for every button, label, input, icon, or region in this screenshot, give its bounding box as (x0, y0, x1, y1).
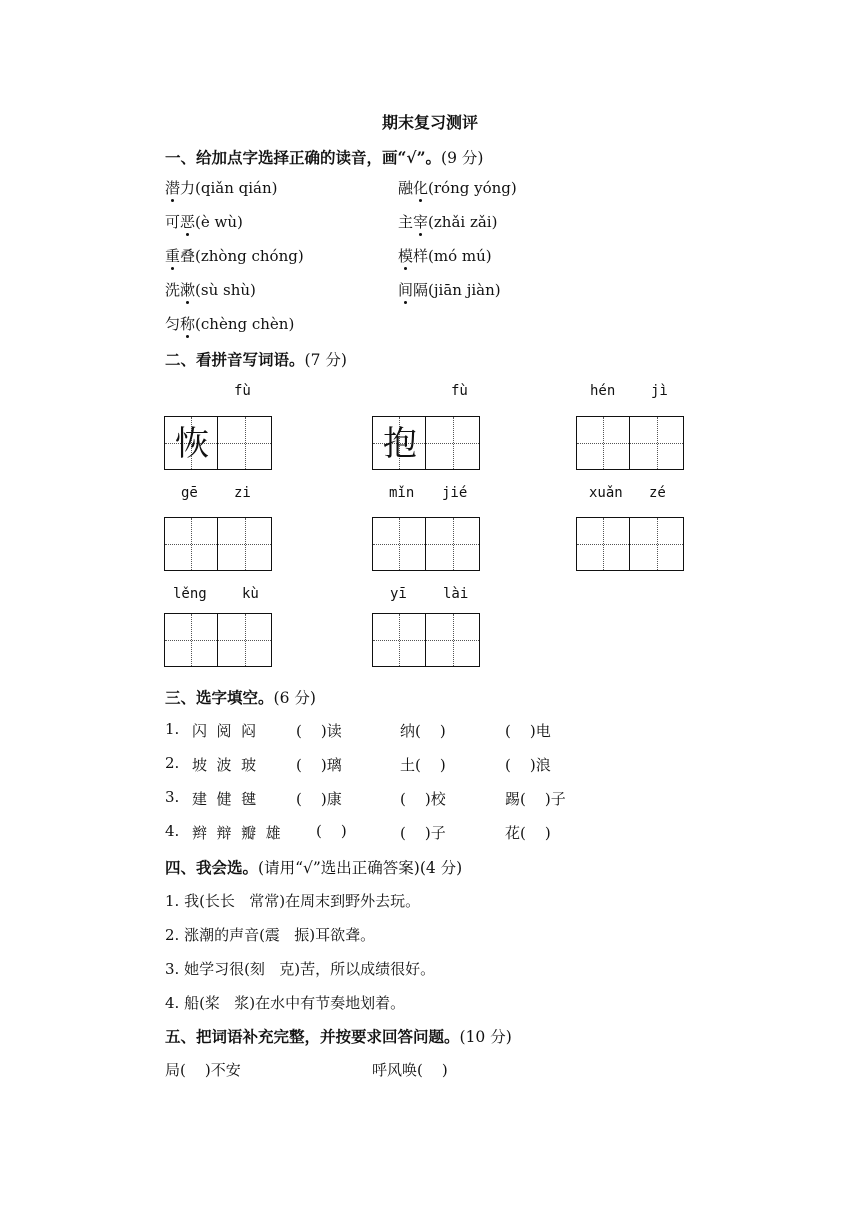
section-3-score: (6 分) (273, 689, 316, 707)
writing-cell[interactable] (630, 416, 684, 470)
section-5-title: 五、把词语补充完整，并按要求回答问题。 (165, 1027, 460, 1046)
section-5-heading (165, 1025, 512, 1047)
dotted-char: 化 (413, 179, 429, 197)
fill-blank[interactable]: ( )校 (400, 790, 446, 808)
tianzige-pair (164, 517, 272, 571)
writing-cell[interactable] (218, 613, 272, 667)
tianzige-pair (164, 416, 272, 470)
choice-sentence: 1. 我(长长 常常)在周末到野外去玩。 (165, 892, 421, 910)
tianzige-pair (576, 517, 684, 571)
pronunciation-item: 主宰(zhǎi zǎi) (398, 213, 498, 231)
pronunciation-item: 融化(róng yóng) (398, 179, 517, 197)
choice-row-chars: 坡 波 玻 (192, 756, 257, 774)
writing-cell[interactable] (164, 613, 218, 667)
fill-blank[interactable]: 花( ) (505, 824, 551, 842)
pronunciation-item: 匀称(chèng chèn) (165, 315, 295, 333)
given-char: 抱 (383, 424, 417, 464)
writing-cell[interactable] (576, 416, 630, 470)
writing-cell[interactable] (630, 517, 684, 571)
choice-row-number: 4. (165, 822, 180, 840)
section-3-title: 三、选字填空。 (165, 688, 274, 707)
dotted-char: 模 (398, 247, 414, 265)
pronunciation-item: 潜力(qiǎn qián) (165, 179, 278, 197)
writing-cell[interactable] (372, 613, 426, 667)
fill-blank[interactable]: 纳( ) (400, 722, 446, 740)
pinyin-label: jì (651, 383, 668, 399)
writing-cell[interactable] (372, 416, 426, 470)
tianzige-pair (164, 613, 272, 667)
writing-cell[interactable] (218, 517, 272, 571)
dotted-char: 潜 (165, 179, 181, 197)
given-char: 恢 (175, 424, 209, 464)
pinyin-label: lài (443, 586, 469, 602)
section-1-score: (9 分) (441, 149, 484, 167)
choice-row-chars: 闪 阅 闷 (192, 722, 257, 740)
section-2-heading (165, 348, 347, 370)
pinyin-label: fù (451, 383, 468, 399)
dotted-char: 称 (180, 315, 196, 333)
writing-cell[interactable] (426, 517, 480, 571)
pronunciation-item: 模样(mó mú) (398, 247, 492, 265)
writing-cell[interactable] (218, 416, 272, 470)
dotted-char: 漱 (180, 281, 196, 299)
pinyin-label: lěng (173, 586, 207, 602)
tianzige-pair (372, 517, 480, 571)
pronunciation-item: 可恶(è wù) (165, 213, 243, 231)
pinyin-label: kù (242, 586, 259, 602)
pinyin-label: jié (442, 485, 468, 501)
section-4-score: (请用“√”选出正确答案)(4 分) (258, 859, 463, 877)
writing-cell[interactable] (426, 613, 480, 667)
section-5-score: (10 分) (459, 1028, 512, 1046)
choice-row-chars: 建 健 毽 (192, 790, 257, 808)
writing-cell[interactable] (164, 416, 218, 470)
pinyin-label: hén (590, 383, 616, 399)
fill-blank[interactable]: 踢( )子 (505, 790, 566, 808)
dotted-char: 恶 (180, 213, 196, 231)
section-3-heading (165, 686, 316, 708)
fill-blank[interactable]: ( ) (316, 822, 347, 840)
fill-blank[interactable]: ( )璃 (296, 756, 342, 774)
idiom-fill[interactable]: 呼风唤( ) (372, 1061, 448, 1079)
choice-row-chars: 辫 辩 瓣 雄 (192, 824, 281, 842)
choice-row-number: 2. (165, 754, 180, 772)
fill-blank[interactable]: 土( ) (400, 756, 446, 774)
tianzige-pair (372, 613, 480, 667)
choice-sentence: 3. 她学习很(刻 克)苦，所以成绩很好。 (165, 960, 436, 978)
writing-cell[interactable] (372, 517, 426, 571)
pronunciation-item: 重叠(zhòng chóng) (165, 247, 304, 265)
fill-blank[interactable]: ( )读 (296, 722, 342, 740)
choice-row-number: 3. (165, 788, 180, 806)
writing-cell[interactable] (164, 517, 218, 571)
pinyin-label: fù (234, 383, 251, 399)
pinyin-label: gē (181, 485, 198, 501)
tianzige-pair (576, 416, 684, 470)
pinyin-label: yī (390, 586, 407, 602)
page-title: 期末复习测评 (381, 113, 478, 132)
tianzige-pair (372, 416, 480, 470)
pronunciation-item: 洗漱(sù shù) (165, 281, 256, 299)
section-2-title: 二、看拼音写词语。 (165, 350, 305, 369)
choice-sentence: 2. 涨潮的声音(震 振)耳欲聋。 (165, 926, 376, 944)
pinyin-label: zi (234, 485, 251, 501)
writing-cell[interactable] (576, 517, 630, 571)
pinyin-label: mǐn (389, 485, 415, 501)
section-4-title: 四、我会选。 (165, 858, 259, 877)
pronunciation-item: 间隔(jiān jiàn) (398, 281, 501, 299)
section-1-title: 一、给加点字选择正确的读音，画“√”。 (165, 148, 442, 167)
idiom-fill[interactable]: 局( )不安 (165, 1061, 241, 1079)
dotted-char: 重 (165, 247, 181, 265)
dotted-char: 间 (398, 281, 414, 299)
fill-blank[interactable]: ( )康 (296, 790, 342, 808)
section-2-score: (7 分) (304, 351, 347, 369)
fill-blank[interactable]: ( )电 (505, 722, 551, 740)
choice-row-number: 1. (165, 720, 180, 738)
fill-blank[interactable]: ( )子 (400, 824, 446, 842)
section-4-heading (165, 856, 462, 878)
fill-blank[interactable]: ( )浪 (505, 756, 551, 774)
pinyin-label: xuǎn (589, 485, 623, 501)
writing-cell[interactable] (426, 416, 480, 470)
dotted-char: 宰 (413, 213, 429, 231)
choice-sentence: 4. 船(桨 浆)在水中有节奏地划着。 (165, 994, 406, 1012)
pinyin-label: zé (649, 485, 666, 501)
section-1-heading (165, 146, 483, 168)
